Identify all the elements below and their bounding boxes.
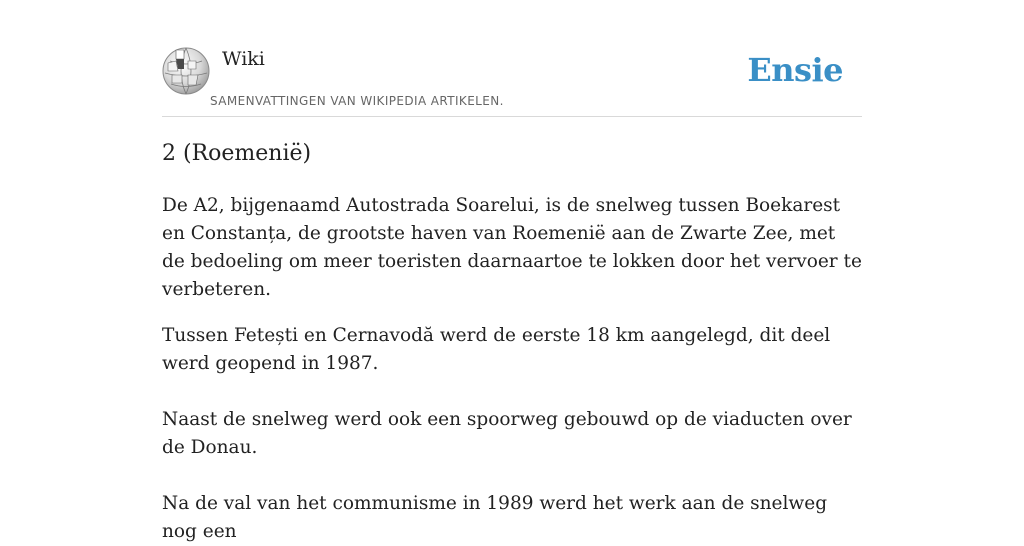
article-paragraph: Na de val van het communisme in 1989 werd het werk aan de snelweg nog een bbox=[162, 493, 828, 542]
site-tagline: SAMENVATTINGEN VAN WIKIPEDIA ARTIKELEN. bbox=[210, 94, 504, 108]
site-header bbox=[162, 44, 862, 117]
article-paragraph: De A2, bijgenaamd Autostrada Soarelui, is de snelweg tussen Boekarest en Constanța, de grootste haven van Roemenië aan de Zwarte Zee, met de bedoeling om meer toeristen daarnaartoe te lokken door het vervoer te verbeteren. bbox=[162, 195, 862, 300]
brand-logo-link[interactable]: Ensie bbox=[747, 51, 843, 89]
site-name-link[interactable]: Wiki bbox=[222, 48, 265, 70]
article-paragraph: Tussen Fetești en Cernavodă werd de eerste 18 km aangelegd, dit deel werd geopend in 1987. bbox=[162, 325, 831, 374]
article-paragraph: Naast de snelweg werd ook een spoorweg gebouwd op de viaducten over de Donau. bbox=[162, 409, 852, 458]
article-title: 2 (Roemenië) bbox=[162, 141, 312, 166]
article-content bbox=[162, 139, 862, 546]
wikipedia-globe-icon[interactable] bbox=[162, 47, 210, 95]
